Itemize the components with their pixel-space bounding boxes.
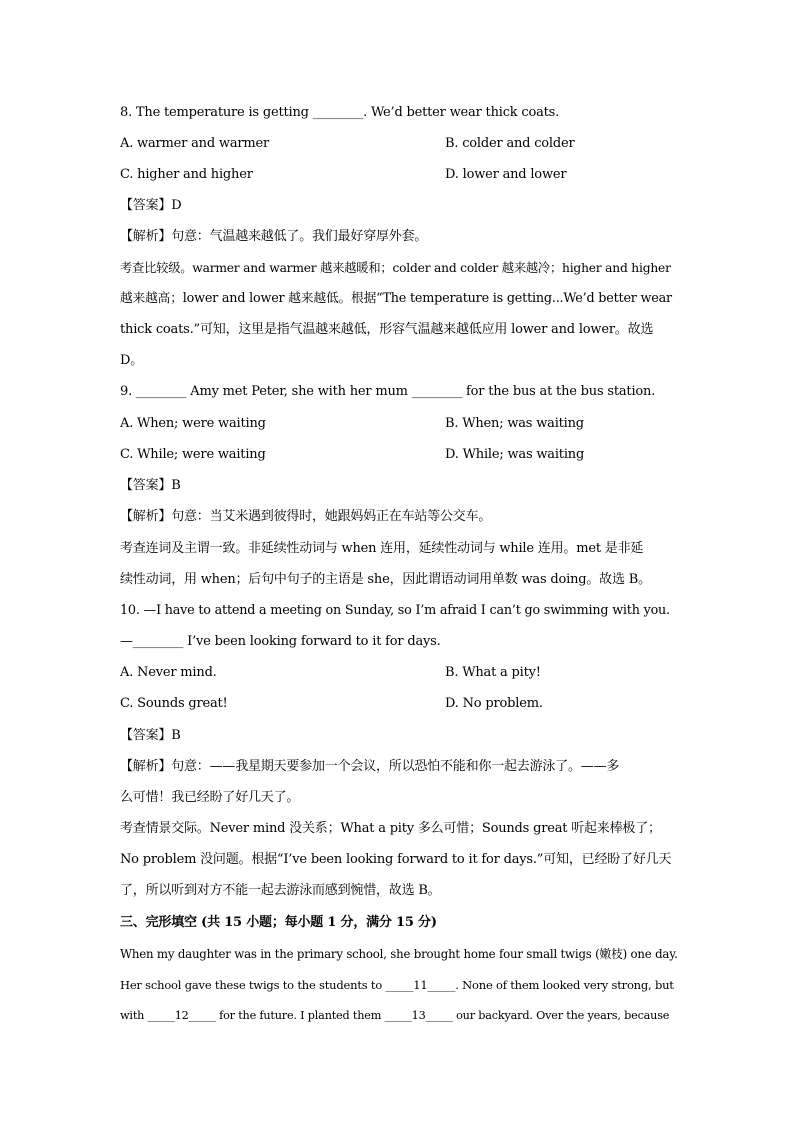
passage-line: When my daughter was in the primary school, she brought home four small twigs (嫩枝) one day. (120, 947, 678, 961)
question-10-analysis-line: 【解析】句意：——我星期天要参加一个会议，所以恐怕不能和你一起去游泳了。——多 (120, 759, 620, 774)
section-heading: 三、完形填空 (共 15 小题；每小题 1 分，满分 15 分) (120, 915, 437, 930)
question-8-analysis-line: D。 (120, 353, 144, 368)
question-10-option-a: A. Never mind. (120, 665, 217, 680)
question-8-analysis-line: 【解析】句意：气温越来越低了。我们最好穿厚外套。 (120, 229, 428, 244)
question-10-analysis-line: 考查情景交际。Never mind 没关系；What a pity 多么可惜；Sounds great 听起来棒极了； (120, 821, 661, 836)
question-8-analysis-line: 越来越高；lower and lower 越来越低。根据“The temperature is getting...We’d better wear (120, 291, 672, 306)
question-8-stem: 8. The temperature is getting ________. We’d better wear thick coats. (120, 105, 560, 120)
question-10-analysis-line: 么可惜！我已经盼了好几天了。 (120, 790, 300, 805)
passage-line: with _____12_____ for the future. I planted them _____13_____ our backyard. Over the years, because (120, 1009, 670, 1022)
question-8-answer: 【答案】D (120, 198, 182, 213)
question-9-option-a: A. When; were waiting (120, 416, 266, 431)
question-10-stem: 10. —I have to attend a meeting on Sunday, so I’m afraid I can’t go swimming with you. (120, 603, 670, 618)
question-9-option-d: D. While; was waiting (445, 447, 585, 462)
question-9-option-b: B. When; was waiting (445, 416, 584, 431)
question-10-analysis-line: No problem 没问题。根据“I’ve been looking forward to it for days.”可知，已经盼了好几天 (120, 852, 672, 867)
question-10-option-b: B. What a pity! (445, 665, 541, 680)
question-9-option-c: C. While; were waiting (120, 447, 266, 462)
question-9-answer: 【答案】B (120, 478, 181, 493)
passage-line: Her school gave these twigs to the students to _____11_____. None of them looked very strong, but (120, 978, 674, 992)
question-8-option-b: B. colder and colder (445, 136, 575, 151)
question-8-analysis-line: 考查比较级。warmer and warmer 越来越暖和；colder and colder 越来越冷；higher and higher (120, 261, 671, 275)
question-10-option-c: C. Sounds great! (120, 696, 228, 711)
question-9-analysis-line: 考查连词及主谓一致。非延续性动词与 when 连用，延续性动词与 while 连用。met 是非延 (120, 541, 644, 556)
question-10-stem-response: —________ I’ve been looking forward to it for days. (120, 634, 441, 649)
question-8-option-a: A. warmer and warmer (120, 136, 270, 151)
question-9-analysis-line: 续性动词，用 when；后句中句子的主语是 she，因此谓语动词用单数 was doing。故选 B。 (120, 572, 651, 587)
question-10-analysis-line: 了，所以听到对方不能一起去游泳而感到惋惜，故选 B。 (120, 883, 441, 898)
question-8-option-c: C. higher and higher (120, 167, 253, 182)
question-8-analysis-line: thick coats.”可知，这里是指气温越来越低，形容气温越来越低应用 lower and lower。故选 (120, 322, 654, 337)
question-9-analysis-line: 【解析】句意：当艾米遇到彼得时，她跟妈妈正在车站等公交车。 (120, 509, 492, 524)
question-10-option-d: D. No problem. (445, 696, 543, 711)
question-9-stem: 9. ________ Amy met Peter, she with her mum ________ for the bus at the bus station. (120, 384, 656, 399)
question-8-option-d: D. lower and lower (445, 167, 567, 182)
question-10-answer: 【答案】B (120, 728, 181, 743)
